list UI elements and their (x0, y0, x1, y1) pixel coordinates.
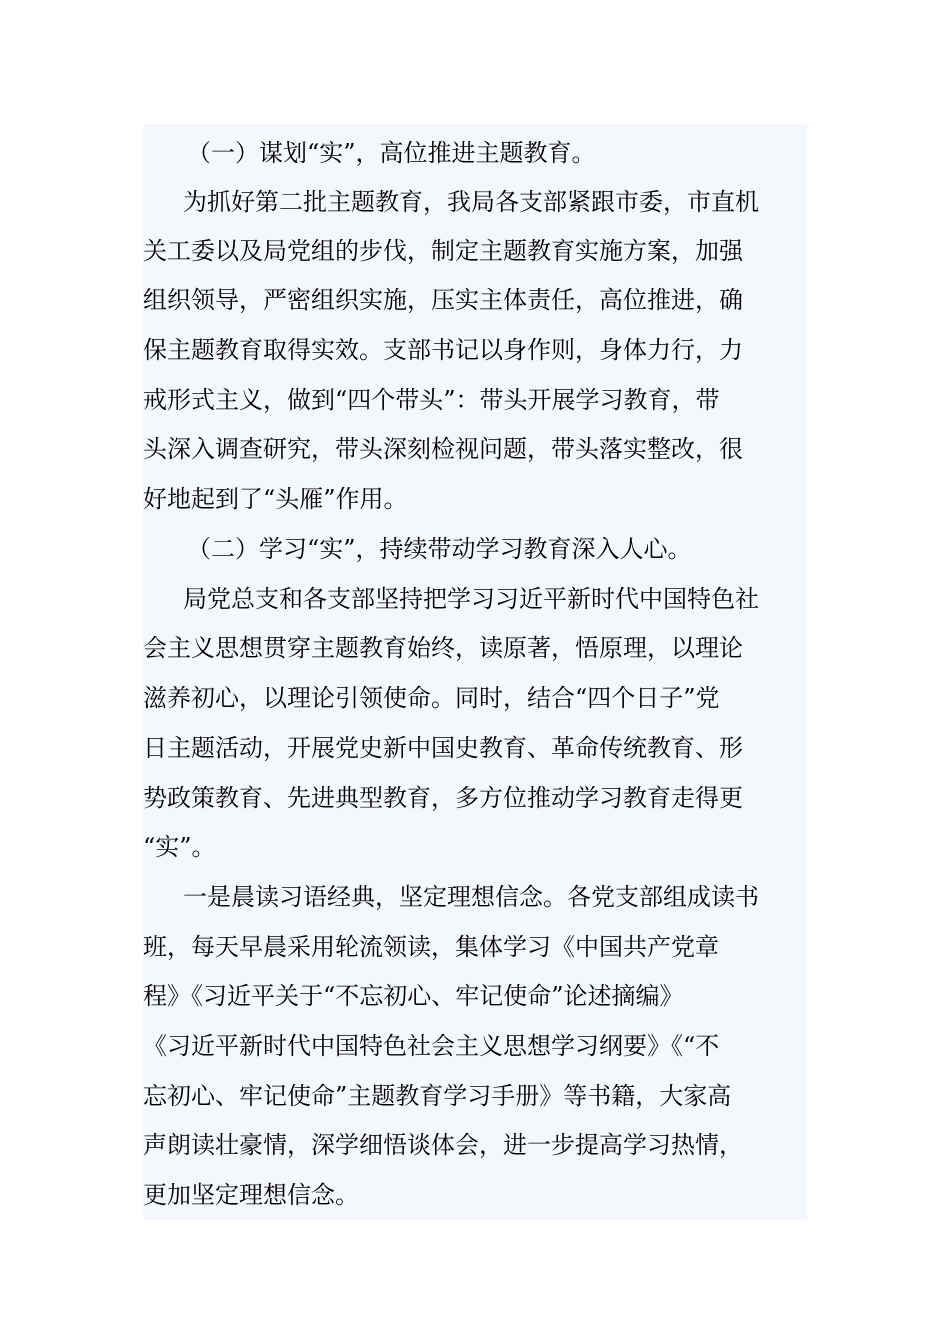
paragraph-line: 头深入调查研究，带头深刻检视问题，带头落实整改，很 (143, 435, 743, 463)
paragraph-line: 会主义思想贯穿主题教育始终，读原著，悟原理，以理论 (143, 634, 743, 662)
paragraph-line: 声朗读壮豪情，深学细悟谈体会，进一步提高学习热情， (143, 1131, 743, 1159)
section-heading-2: （二）学习“实”，持续带动学习教育深入人心。 (187, 535, 692, 563)
paragraph-line: 保主题教育取得实效。支部书记以身作则，身体力行，力 (143, 336, 743, 364)
section-heading-1: （一）谋划“实”，高位推进主题教育。 (187, 139, 596, 167)
paragraph-line: 程》《习近平关于“不忘初心、牢记使命”论述摘编》 (143, 982, 684, 1010)
paragraph-line: 班，每天早晨采用轮流领读，集体学习《中国共产党章 (143, 933, 719, 961)
paragraph-line: 关工委以及局党组的步伐，制定主题教育实施方案，加强 (143, 237, 743, 265)
paragraph-line: 戒形式主义，做到“四个带头”：带头开展学习教育，带 (143, 386, 720, 414)
paragraph-line: “实”。 (143, 833, 216, 861)
paragraph-line: 局党总支和各支部坚持把学习习近平新时代中国特色社 (183, 585, 759, 613)
paragraph-line: 日主题活动，开展党史新中国史教育、革命传统教育、形 (143, 734, 743, 762)
paragraph-line: 组织领导，严密组织实施，压实主体责任，高位推进，确 (143, 286, 743, 314)
paragraph-line: 《习近平新时代中国特色社会主义思想学习纲要》《“不 (143, 1032, 720, 1060)
paragraph-line: 滋养初心，以理论引领使命。同时，结合“四个日子”党 (143, 684, 720, 712)
paragraph-line: 势政策教育、先进典型教育，多方位推动学习教育走得更 (143, 784, 743, 812)
paragraph-line: 好地起到了“头雁”作用。 (143, 485, 408, 513)
paragraph-line: 为抓好第二批主题教育，我局各支部紧跟市委，市直机 (183, 188, 759, 216)
paragraph-line: 更加坚定理想信念。 (143, 1181, 359, 1209)
document-body (143, 124, 807, 1220)
paragraph-line: 忘初心、牢记使命”主题教育学习手册》等书籍，大家高 (143, 1082, 732, 1110)
paragraph-line: 一是晨读习语经典，坚定理想信念。各党支部组成读书 (183, 883, 759, 911)
